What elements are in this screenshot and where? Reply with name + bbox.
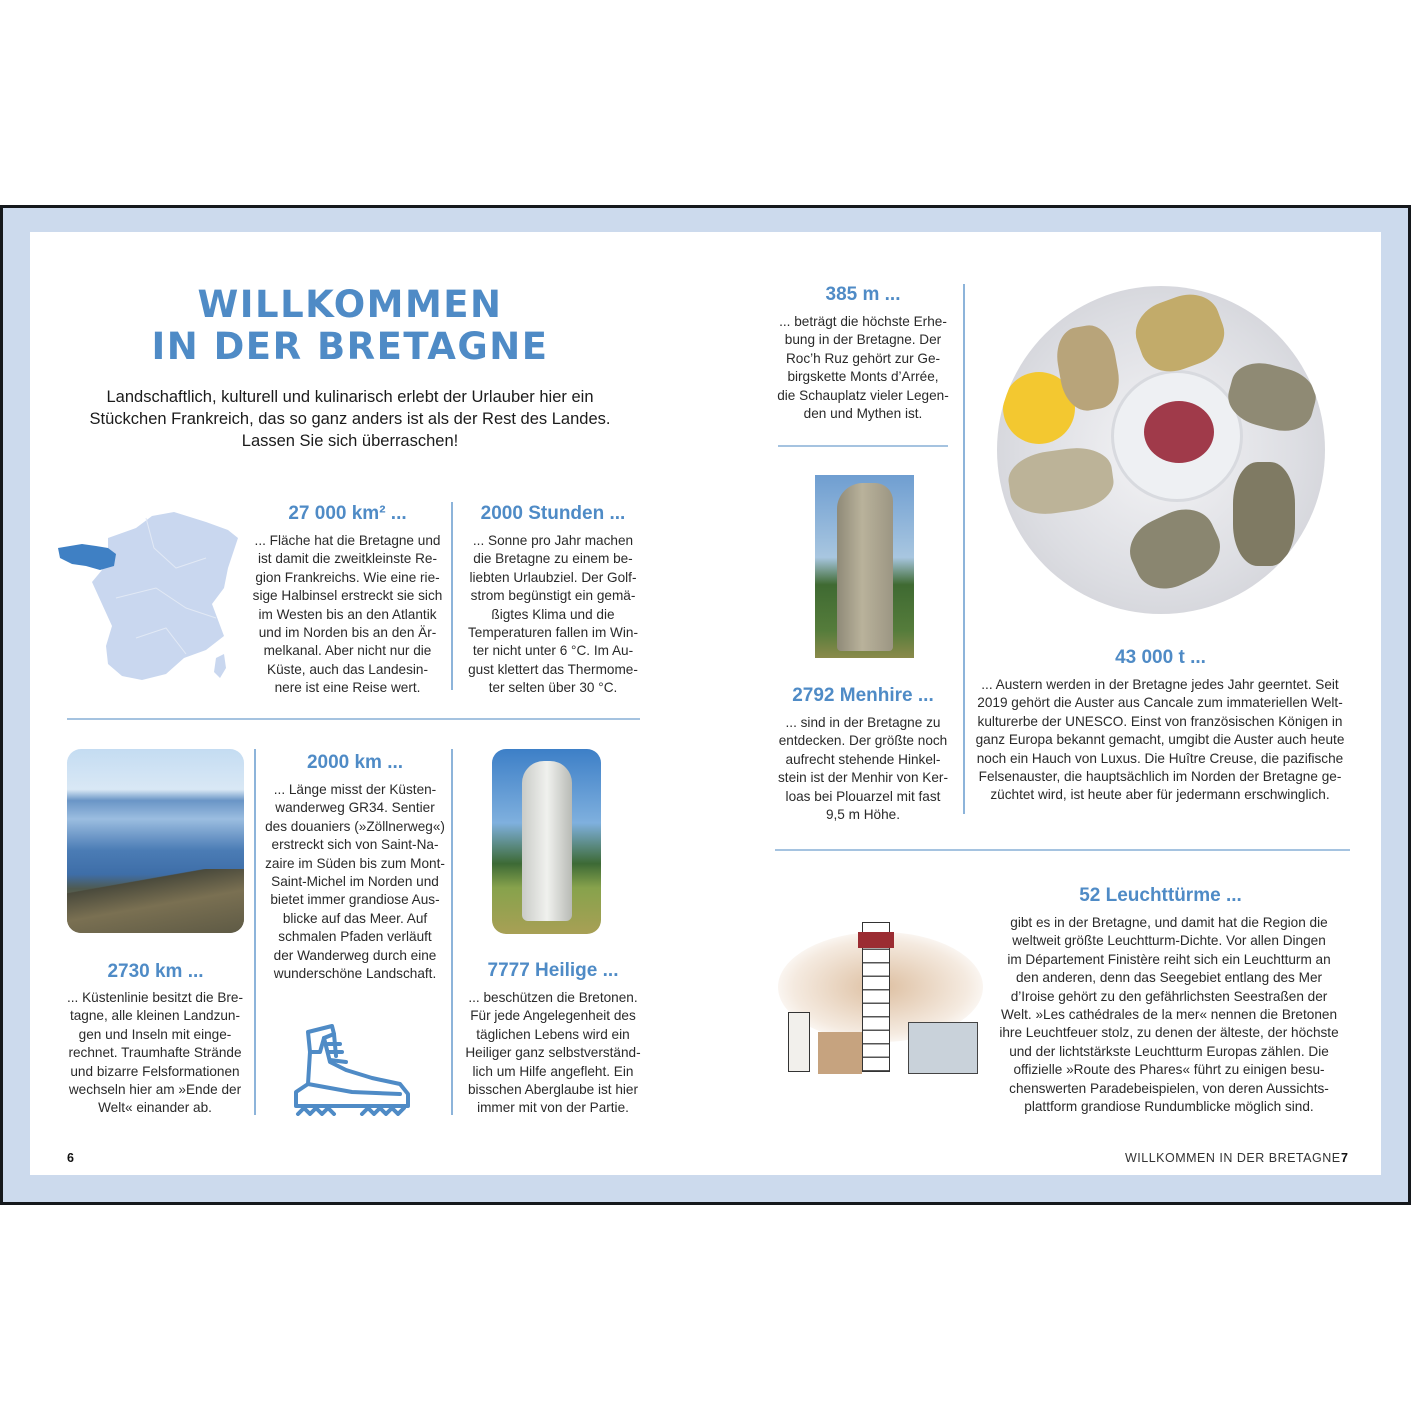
title-line-2: IN DER BRETAGNE bbox=[151, 325, 549, 368]
fact-body-oysters bbox=[970, 676, 1350, 805]
fact-body-coastline bbox=[54, 989, 256, 1118]
fact-heading: 52 Leuchttürme ... bbox=[1079, 885, 1242, 906]
text-line: Küste, auch das Landesin- bbox=[267, 661, 428, 677]
left-page bbox=[30, 232, 708, 1175]
text-line: nere ist eine Reise wert. bbox=[274, 680, 421, 696]
running-head: WILLKOMMEN IN DER BRETAGNE bbox=[1125, 1151, 1341, 1165]
text-line: bung in der Bretagne. Der bbox=[784, 332, 942, 348]
text-line: züchtet wird, ist heute aber für jedermann erschwinglich. bbox=[990, 787, 1330, 803]
text-line: Welt. »Les cathédrales de la mer« nennen die Bretonen bbox=[1000, 1007, 1338, 1023]
text-line: Welt« einander ab. bbox=[98, 1100, 212, 1116]
text-line: ... Länge misst der Küsten- bbox=[273, 782, 437, 797]
text-line: ßigtes Klima und die bbox=[491, 606, 615, 622]
text-line: sige Halbinsel erstreckt sie sich bbox=[252, 588, 443, 604]
text-line: ... Küstenlinie besitzt die Bre- bbox=[66, 990, 244, 1005]
fact-body-area bbox=[240, 532, 455, 698]
title-line-1: WILLKOMMEN bbox=[197, 283, 503, 326]
text-line: Roc’h Ruz gehört zur Ge- bbox=[785, 350, 941, 366]
fact-body-sun bbox=[455, 532, 651, 698]
text-line: täglichen Lebens wird ein bbox=[476, 1026, 630, 1042]
right-page bbox=[708, 232, 1381, 1175]
text-line: noch ein Hauch von Luxus. Die Huître Creuse, die pazifische bbox=[976, 750, 1344, 766]
text-line: stein ist der Menhir von Ker- bbox=[778, 770, 948, 786]
text-line: ter nicht unter 6 °C. Im Au- bbox=[472, 643, 634, 659]
oyster bbox=[1128, 286, 1233, 381]
oyster bbox=[1005, 443, 1117, 519]
text-line: gust klettert das Thermome- bbox=[468, 661, 638, 677]
lighthouse-watercolor-illustration bbox=[768, 912, 990, 1087]
intro-text bbox=[70, 386, 630, 452]
fact-body-menhirs bbox=[761, 714, 965, 824]
text-line: Heiliger ganz selbstverständ- bbox=[465, 1045, 641, 1061]
text-line: wanderweg GR34. Sentier bbox=[275, 800, 435, 816]
text-line: des douaniers (»Zöllnerweg«) bbox=[265, 818, 445, 834]
intro-line: Stückchen Frankreich, das so ganz anders ist als der Rest des Landes. bbox=[89, 410, 611, 428]
fact-heading: 43 000 t ... bbox=[1115, 647, 1206, 668]
text-line: melkanal. Aber nicht nur die bbox=[263, 643, 432, 659]
intro-line: Landschaftlich, kulturell und kulinarisch erlebt der Urlauber hier ein bbox=[106, 388, 594, 406]
page-title bbox=[30, 284, 670, 368]
saint-statue-photo bbox=[492, 749, 601, 934]
text-line: ... beträgt die höchste Erhe- bbox=[779, 314, 947, 329]
fact-heading: 2000 Stunden ... bbox=[480, 503, 626, 524]
text-line: weltweit größte Leuchtturm-Dichte. Vor allen Dingen bbox=[1012, 933, 1326, 949]
chapel bbox=[908, 1022, 978, 1074]
oyster bbox=[1233, 462, 1295, 566]
text-line: den und Mythen ist. bbox=[803, 406, 923, 422]
text-line: entdecken. Der größte noch bbox=[778, 733, 948, 749]
fact-body-elevation bbox=[763, 313, 963, 423]
text-line: 2019 gehört die Auster aus Cancale zum immateriellen Welt- bbox=[977, 695, 1343, 711]
text-line: wunderschöne Landschaft. bbox=[273, 966, 437, 982]
text-line: gibt es in der Bretagne, und damit hat die Region die bbox=[1010, 915, 1328, 930]
text-line: ... Sonne pro Jahr machen bbox=[472, 533, 634, 548]
text-line: ... beschützen die Bretonen. bbox=[468, 990, 638, 1005]
text-line: bisschen Aberglaube ist hier bbox=[467, 1082, 639, 1098]
fact-heading: 7777 Heilige ... bbox=[487, 960, 619, 981]
statue-figure bbox=[522, 761, 572, 921]
text-line: den anderen, denn das Seegebiet entlang des Mer bbox=[1015, 970, 1323, 986]
text-line: wechseln hier am »Ende der bbox=[68, 1082, 242, 1098]
text-line: ganz Europa bekannt gemacht, umgibt die Auster auch heute bbox=[975, 732, 1345, 748]
oyster-plate-photo bbox=[997, 286, 1325, 614]
text-line: ... Fläche hat die Bretagne und bbox=[254, 533, 441, 548]
text-line: ist damit die zweitkleinste Re- bbox=[257, 551, 438, 567]
text-line: strom begünstigt ein gemä- bbox=[470, 588, 636, 604]
text-line: Temperaturen fallen im Win- bbox=[468, 625, 638, 641]
text-line: tagne, alle kleinen Landzun- bbox=[69, 1008, 241, 1024]
text-line: gen und Inseln mit einge- bbox=[78, 1026, 232, 1042]
column-divider bbox=[451, 502, 453, 690]
fact-heading: 27 000 km² ... bbox=[288, 503, 407, 524]
fact-heading: 385 m ... bbox=[825, 284, 901, 305]
section-divider bbox=[775, 849, 1350, 851]
page-number: 6 bbox=[67, 1151, 74, 1165]
fact-heading: 2792 Menhire ... bbox=[792, 685, 934, 706]
hiking-boot-icon bbox=[292, 1022, 414, 1116]
section-divider bbox=[778, 445, 948, 447]
text-line: birgskette Monts d’Arrée, bbox=[787, 369, 939, 385]
text-line: Für jede Angelegenheit des bbox=[470, 1008, 636, 1024]
text-line: erstreckt sich von Saint-Na- bbox=[271, 837, 439, 853]
intro-line: Lassen Sie sich überraschen! bbox=[241, 432, 459, 450]
text-line: ... sind in der Bretagne zu bbox=[785, 715, 941, 730]
text-line: und im Norden bis an den Är- bbox=[258, 625, 437, 641]
menhir-stone bbox=[837, 483, 893, 651]
text-line: im Département Finistère reiht sich ein Leuchtturm an bbox=[1007, 951, 1331, 967]
page-number: 7 bbox=[1341, 1151, 1348, 1165]
fact-body-trail bbox=[256, 781, 454, 983]
sauce-bowl bbox=[1111, 370, 1243, 502]
text-line: der Wanderweg durch eine bbox=[273, 947, 437, 963]
text-line: d’Iroise gehört zu den gefährlichsten Seestraßen der bbox=[1010, 988, 1328, 1004]
text-line: plattform grandiose Rundumblicke möglich sind. bbox=[1024, 1099, 1314, 1115]
text-line: und der lichtstärkste Leuchtturm Europas zählen. Die bbox=[1009, 1043, 1329, 1059]
cliff-shape bbox=[67, 869, 244, 933]
text-line: Felsenauster, die hauptsächlich im Norden der Bretagne ge- bbox=[978, 769, 1342, 785]
text-line: blicke auf das Meer. Auf bbox=[282, 910, 428, 926]
text-line: aufrecht stehende Hinkel- bbox=[785, 751, 941, 767]
text-line: bietet immer grandiose Aus- bbox=[270, 892, 440, 908]
text-line: und bizarre Felsformationen bbox=[70, 1063, 240, 1079]
menhir-photo bbox=[815, 475, 914, 658]
text-line: gion Frankreichs. Wie eine rie- bbox=[255, 569, 440, 585]
text-line: schmalen Pfaden verläuft bbox=[278, 929, 432, 945]
section-divider bbox=[67, 718, 640, 720]
text-line: kulturerbe der UNESCO. Einst von französischen Königen in bbox=[977, 713, 1343, 729]
fact-heading: 2730 km ... bbox=[107, 961, 204, 982]
lighthouse-lantern bbox=[858, 932, 894, 948]
text-line: rechnet. Traumhafte Strände bbox=[68, 1045, 242, 1061]
fact-heading: 2000 km ... bbox=[306, 752, 404, 773]
text-line: ihre Leuchtfeuer stolz, zu denen der älteste, der höchste bbox=[999, 1025, 1339, 1041]
text-line: ... Austern werden in der Bretagne jedes Jahr geerntet. Seit bbox=[981, 677, 1339, 692]
text-line: 9,5 m Höhe. bbox=[825, 807, 901, 823]
text-line: im Westen bis an den Atlantik bbox=[258, 606, 437, 622]
fact-body-saints bbox=[452, 989, 654, 1118]
text-line: offizielle »Route des Phares« führt zu einigen besu- bbox=[1013, 1062, 1325, 1078]
text-line: zaire im Süden bis zum Mont- bbox=[265, 855, 445, 871]
oyster bbox=[1120, 499, 1229, 600]
text-line: lich um Hilfe angefleht. Ein bbox=[472, 1063, 634, 1079]
text-line: die Bretagne zu einem be- bbox=[473, 551, 633, 567]
text-line: loas bei Plouarzel mit fast bbox=[785, 788, 941, 804]
text-line: liebten Urlaubziel. Der Golf- bbox=[469, 569, 637, 585]
tower-left bbox=[788, 1012, 810, 1072]
text-line: chenswerten Paradebeispielen, von deren Aussichts- bbox=[1009, 1080, 1329, 1096]
fact-body-lighthouses bbox=[988, 914, 1350, 1116]
france-map-icon bbox=[56, 508, 261, 688]
mignonette-sauce bbox=[1144, 401, 1214, 463]
text-line: immer mit von der Partie. bbox=[477, 1100, 629, 1116]
coast-photo bbox=[67, 749, 244, 933]
text-line: die Schauplatz vieler Legen- bbox=[777, 387, 949, 403]
text-line: Saint-Michel im Norden und bbox=[271, 874, 439, 890]
book-spread bbox=[0, 205, 1411, 1205]
abbey-ruins bbox=[818, 1032, 862, 1074]
text-line: ter selten über 30 °C. bbox=[488, 680, 618, 696]
